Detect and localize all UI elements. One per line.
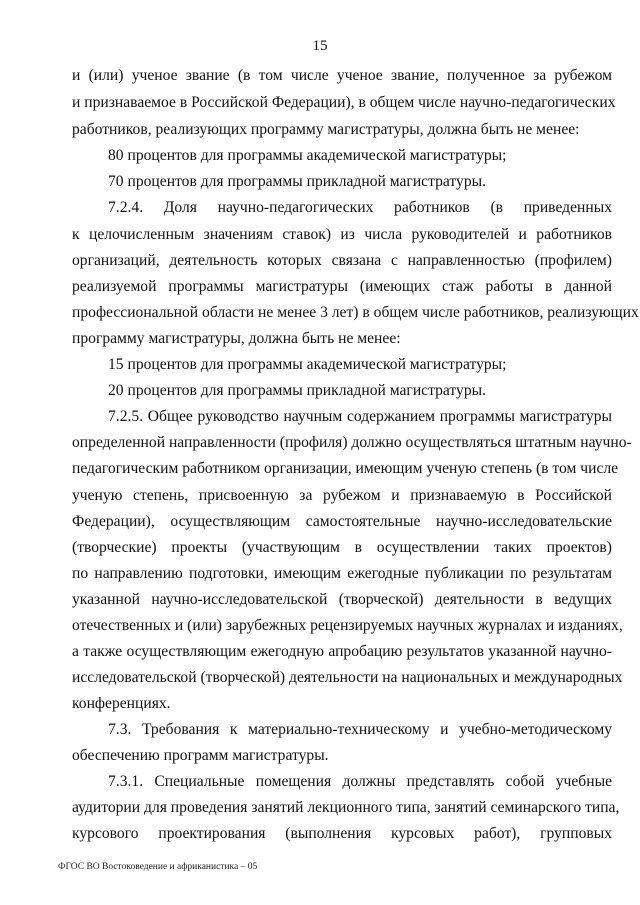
text-line: отечественных и (или) зарубежных рецензируемых научных журналах и изданиях, <box>72 617 623 634</box>
text-line: (творческие) проекты (участвующим в осуществлении таких проектов) <box>72 539 612 556</box>
text-line: профессиональной области не менее 3 лет) в общем числе работников, реализующих <box>72 304 639 321</box>
text-line: определенной направленности (профиля) должно осуществляться штатным научно- <box>72 434 632 451</box>
text-line: 7.2.4. Доля научно-педагогических работников (в приведенных <box>108 199 612 216</box>
text-line: педагогическим работником организации, имеющим ученую степень (в том числе <box>72 460 619 477</box>
text-line: курсового проектирования (выполнения курсовых работ), групповых <box>72 825 612 842</box>
text-line: 7.3.1. Специальные помещения должны представлять собой учебные <box>108 773 612 790</box>
text-line: и (или) ученое звание (в том числе ученое звание, полученное за рубежом <box>72 67 612 84</box>
text-line: к целочисленным значениям ставок) из числа руководителей и работников <box>72 226 612 243</box>
text-line: 7.3. Требования к материально-техническому и учебно-методическому <box>108 721 612 738</box>
text-line: 80 процентов для программы академической магистратуры; <box>108 147 507 164</box>
text-line: реализуемой программы магистратуры (имеющих стаж работы в данной <box>72 278 612 295</box>
text-line: а также осуществляющим ежегодную апробацию результатов указанной научно- <box>72 643 612 660</box>
text-line: работников, реализующих программу магистратуры, должна быть не менее: <box>72 121 580 138</box>
text-line: указанной научно-исследовательской (творческой) деятельности в ведущих <box>72 591 612 608</box>
footer: ФГОС ВО Востоковедение и африканистика – 05 <box>58 862 258 872</box>
text-line: 20 процентов для программы прикладной магистратуры. <box>108 382 486 399</box>
text-line: 70 процентов для программы прикладной магистратуры. <box>108 173 486 190</box>
text-line: исследовательской (творческой) деятельности на национальных и международных <box>72 669 623 686</box>
text-line: организаций, деятельность которых связана с направленностью (профилем) <box>72 252 612 269</box>
text-line: аудитории для проведения занятий лекционного типа, занятий семинарского типа, <box>72 799 620 816</box>
text-line: ученую степень, присвоенную за рубежом и признаваемую в Российской <box>72 487 612 504</box>
text-line: 7.2.5. Общее руководство научным содержанием программы магистратуры <box>108 408 612 425</box>
text-line: конференциях. <box>72 695 171 712</box>
page-number: 15 <box>312 38 328 54</box>
text-line: 15 процентов для программы академической магистратуры; <box>108 356 507 373</box>
text-line: по направлению подготовки, имеющим ежегодные публикации по результатам <box>72 565 612 582</box>
text-line: обеспечению программ магистратуры. <box>72 747 329 764</box>
text-line: и признаваемое в Российской Федерации), в общем числе научно-педагогических <box>72 94 616 111</box>
text-line: Федерации), осуществляющим самостоятельные научно-исследовательские <box>72 513 612 530</box>
text-line: программу магистратуры, должна быть не менее: <box>72 330 401 347</box>
